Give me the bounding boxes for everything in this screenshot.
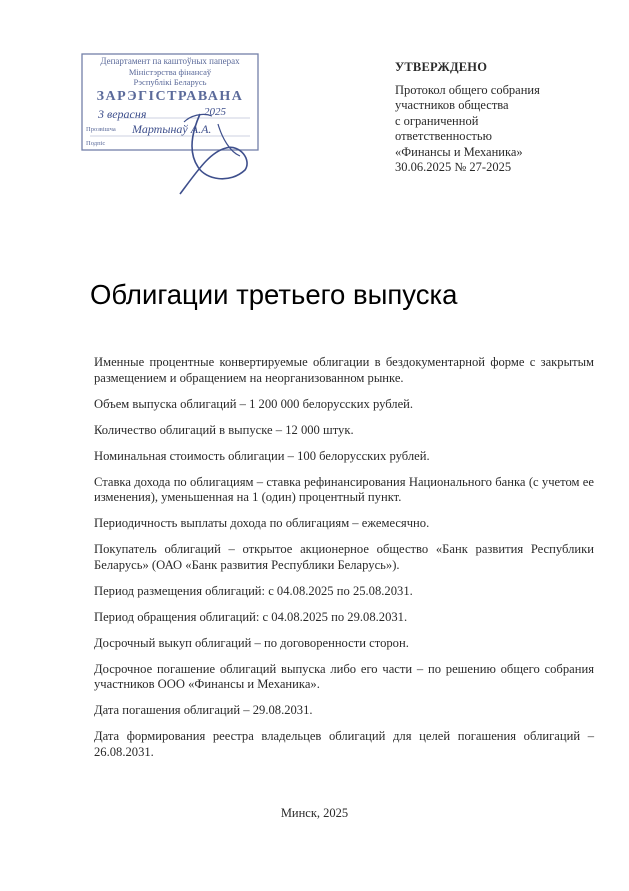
stamp-date-year: 2025 bbox=[204, 106, 226, 118]
stamp-surname-label: Прозвішча bbox=[86, 126, 116, 133]
paragraph-bond-type: Именные процентные конвертируемые облигации в бездокументарной форме с закрытым размещением и обращением на неорганизованном рынке. bbox=[94, 355, 594, 385]
paragraph-registry-date: Дата формирования реестра владельцев облигаций для целей погашения облигаций – 26.08.2031. bbox=[94, 729, 594, 759]
approval-line: с ограниченной bbox=[395, 113, 479, 128]
stamp-date-day: 3 верасня bbox=[98, 107, 147, 121]
paragraph-early-buyback: Досрочный выкуп облигаций – по договоренности сторон. bbox=[94, 635, 409, 650]
approval-line: участников общества bbox=[395, 98, 509, 112]
approval-line: ответственностью bbox=[395, 129, 492, 143]
paragraph-payment-frequency: Периодичность выплаты дохода по облигациям – ежемесячно. bbox=[94, 516, 430, 531]
approval-line: Протокол общего собрания bbox=[395, 82, 540, 97]
paragraph-maturity-date: Дата погашения облигаций – 29.08.2031. bbox=[94, 703, 313, 718]
document-title: Облигации третьего выпуска bbox=[90, 279, 458, 310]
paragraph-circulation-period: Период обращения облигаций: с 04.08.2025 по 29.08.2031. bbox=[94, 609, 408, 624]
stamp-signature-label: Подпіс bbox=[86, 140, 106, 147]
paragraph-early-redemption: Досрочное погашение облигаций выпуска либо его части – по решению общего собрания участников ООО «Финансы и Механика». bbox=[94, 661, 594, 692]
approval-line: 30.06.2025 № 27-2025 bbox=[395, 160, 512, 174]
paragraph-bond-count: Количество облигаций в выпуске – 12 000 штук. bbox=[94, 422, 354, 437]
approval-heading: УТВЕРЖДЕНО bbox=[395, 60, 488, 74]
stamp-republic: Рэспублікі Беларусь bbox=[133, 77, 207, 87]
paragraph-issue-volume: Объем выпуска облигаций – 1 200 000 белорусских рублей. bbox=[94, 396, 414, 411]
paragraph-buyer: Покупатель облигаций – открытое акционерное общество «Банк развития Республики Беларусь» (ОАО «Банк развития Республики Беларусь»). bbox=[94, 542, 594, 572]
approval-line: «Финансы и Механика» bbox=[395, 144, 523, 159]
registration-stamp bbox=[80, 52, 266, 202]
paragraph-placement-period: Период размещения облигаций: с 04.08.2025 по 25.08.2031. bbox=[94, 583, 413, 598]
stamp-signer-name: Мартынаў А.А. bbox=[132, 122, 212, 136]
paragraph-income-rate: Ставка дохода по облигациям – ставка рефинансирования Национального банка (с учетом ее изменения), уменьшенная на 1 (один) процентный пункт. bbox=[94, 474, 594, 505]
stamp-registered: ЗАРЭГІСТРАВАНА bbox=[96, 89, 244, 104]
approval-block bbox=[395, 60, 595, 176]
paragraph-nominal-value: Номинальная стоимость облигации – 100 белорусских рублей. bbox=[94, 448, 430, 463]
footer-place-year: Минск, 2025 bbox=[280, 806, 349, 820]
document-body bbox=[94, 355, 594, 771]
stamp-department: Департамент па каштоўных паперах bbox=[100, 56, 240, 66]
stamp-ministry: Міністэрства фінансаў bbox=[128, 67, 212, 77]
